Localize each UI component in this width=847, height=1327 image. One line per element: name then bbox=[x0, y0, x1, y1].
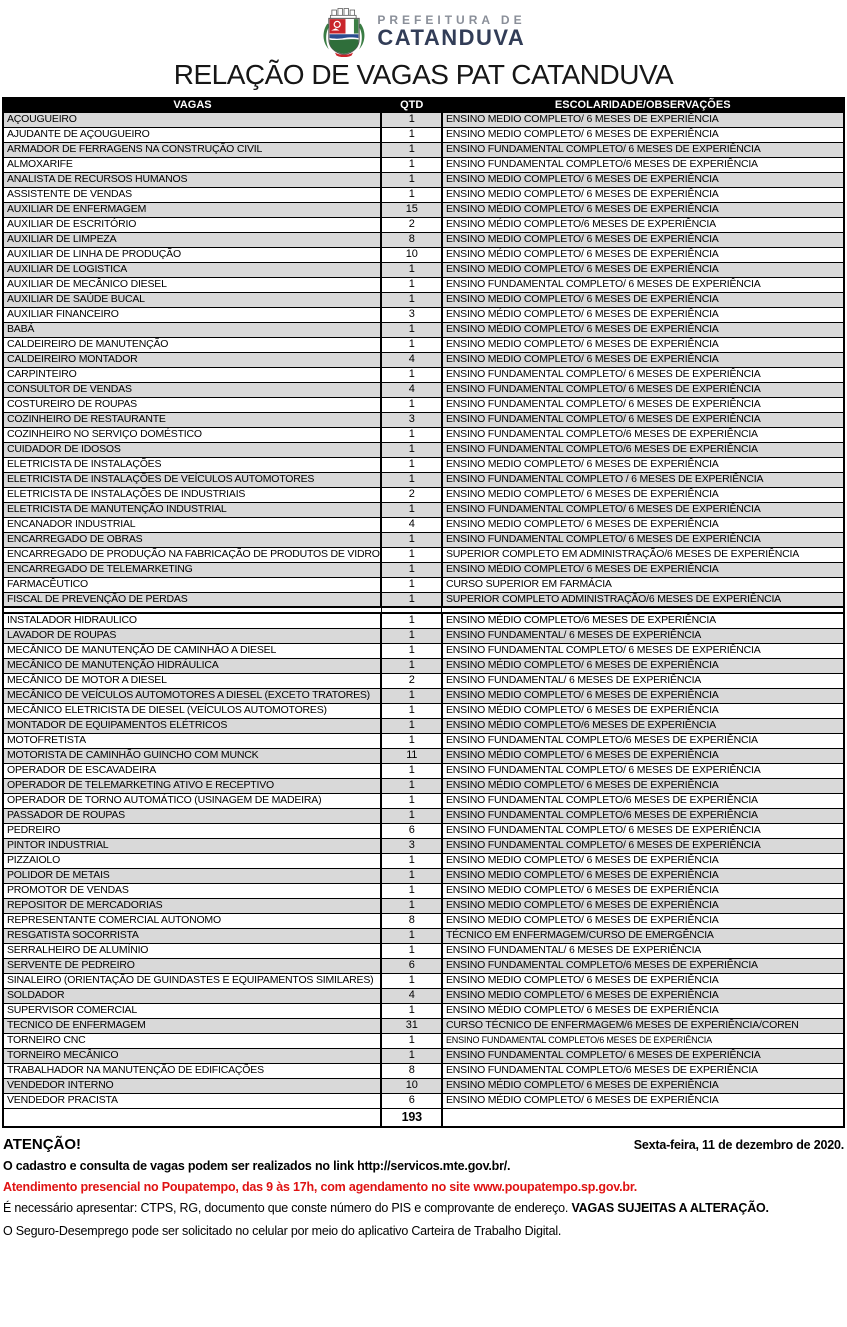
vacancy-qty-cell: 1 bbox=[381, 592, 442, 607]
vacancy-name-cell: CUIDADOR DE IDOSOS bbox=[3, 442, 381, 457]
vacancy-name-cell: CALDEIREIRO MONTADOR bbox=[3, 352, 381, 367]
vacancy-qty-cell: 1 bbox=[381, 718, 442, 733]
table-row bbox=[3, 547, 844, 562]
table-row bbox=[3, 688, 844, 703]
vacancy-requirements-cell: ENSINO FUNDAMENTAL COMPLETO/ 6 MESES DE EXPERIÊNCIA bbox=[442, 643, 844, 658]
vacancy-name-cell: INSTALADOR HIDRAULICO bbox=[3, 613, 381, 628]
vacancy-name-cell: AUXILIAR DE LOGISTICA bbox=[3, 262, 381, 277]
vacancy-qty-cell: 1 bbox=[381, 472, 442, 487]
vacancy-requirements-cell: CURSO TÉCNICO DE ENFERMAGEM/6 MESES DE EXPERIÊNCIA/COREN bbox=[442, 1018, 844, 1033]
vacancy-qty-cell: 10 bbox=[381, 1078, 442, 1093]
table-row bbox=[3, 472, 844, 487]
vacancy-qty-cell: 1 bbox=[381, 547, 442, 562]
table-row bbox=[3, 913, 844, 928]
vacancy-name-cell: FARMACÊUTICO bbox=[3, 577, 381, 592]
table-row bbox=[3, 337, 844, 352]
vacancy-name-cell: REPOSITOR DE MERCADORIAS bbox=[3, 898, 381, 913]
vacancy-name-cell: BABÁ bbox=[3, 322, 381, 337]
vacancy-requirements-cell: ENSINO MEDIO COMPLETO/ 6 MESES DE EXPERIÊNCIA bbox=[442, 688, 844, 703]
vacancy-requirements-cell: ENSINO MÉDIO COMPLETO/ 6 MESES DE EXPERIÊNCIA bbox=[442, 247, 844, 262]
table-row bbox=[3, 382, 844, 397]
vacancy-requirements-cell: ENSINO MEDIO COMPLETO/ 6 MESES DE EXPERIÊNCIA bbox=[442, 187, 844, 202]
vacancy-requirements-cell: ENSINO FUNDAMENTAL COMPLETO/ 6 MESES DE EXPERIÊNCIA bbox=[442, 277, 844, 292]
table-row bbox=[3, 658, 844, 673]
footer-notes bbox=[0, 1128, 847, 1240]
table-row bbox=[3, 292, 844, 307]
vacancy-requirements-cell: ENSINO FUNDAMENTAL COMPLETO/ 6 MESES DE EXPERIÊNCIA bbox=[442, 763, 844, 778]
vacancy-name-cell: TORNEIRO CNC bbox=[3, 1033, 381, 1048]
total-empty-cell bbox=[442, 1108, 844, 1127]
table-row bbox=[3, 262, 844, 277]
table-row bbox=[3, 778, 844, 793]
vacancy-requirements-cell: ENSINO MÉDIO COMPLETO/6 MESES DE EXPERIÊNCIA bbox=[442, 613, 844, 628]
logo-prefeitura-label: PREFEITURA DE bbox=[377, 12, 526, 27]
vacancy-qty-cell: 31 bbox=[381, 1018, 442, 1033]
table-row bbox=[3, 592, 844, 607]
vacancy-qty-cell: 1 bbox=[381, 853, 442, 868]
table-row bbox=[3, 868, 844, 883]
vacancy-qty-cell: 1 bbox=[381, 127, 442, 142]
vacancy-requirements-cell: ENSINO FUNDAMENTAL COMPLETO / 6 MESES DE EXPERIÊNCIA bbox=[442, 472, 844, 487]
vacancy-requirements-cell: ENSINO MÉDIO COMPLETO/ 6 MESES DE EXPERIÊNCIA bbox=[442, 703, 844, 718]
table-row bbox=[3, 838, 844, 853]
vacancy-qty-cell: 1 bbox=[381, 502, 442, 517]
vacancy-qty-cell: 1 bbox=[381, 172, 442, 187]
vacancy-name-cell: POLIDOR DE METAIS bbox=[3, 868, 381, 883]
vacancy-name-cell: AUXILIAR DE ENFERMAGEM bbox=[3, 202, 381, 217]
vacancy-requirements-cell: ENSINO FUNDAMENTAL COMPLETO/6 MESES DE EXPERIÊNCIA bbox=[442, 1033, 844, 1048]
table-row bbox=[3, 973, 844, 988]
vacancy-requirements-cell: ENSINO FUNDAMENTAL COMPLETO/6 MESES DE EXPERIÊNCIA bbox=[442, 1063, 844, 1078]
register-link-text[interactable]: O cadastro e consulta de vagas podem ser realizados no link http://servicos.mte.gov.br/. bbox=[3, 1158, 511, 1173]
vacancy-requirements-cell: ENSINO FUNDAMENTAL COMPLETO/ 6 MESES DE EXPERIÊNCIA bbox=[442, 397, 844, 412]
vacancy-requirements-cell: ENSINO MEDIO COMPLETO/ 6 MESES DE EXPERIÊNCIA bbox=[442, 868, 844, 883]
table-row bbox=[3, 703, 844, 718]
vacancy-requirements-cell: ENSINO FUNDAMENTAL/ 6 MESES DE EXPERIÊNCIA bbox=[442, 943, 844, 958]
vacancy-name-cell: ELETRICISTA DE INSTALAÇÕES DE VEÍCULOS AUTOMOTORES bbox=[3, 472, 381, 487]
table-row bbox=[3, 793, 844, 808]
table-row bbox=[3, 808, 844, 823]
vacancy-qty-cell: 2 bbox=[381, 217, 442, 232]
vacancy-requirements-cell: ENSINO MEDIO COMPLETO/ 6 MESES DE EXPERIÊNCIA bbox=[442, 988, 844, 1003]
vacancy-qty-cell: 1 bbox=[381, 337, 442, 352]
documents-required-text: É necessário apresentar: CTPS, RG, documento que conste número do PIS e comprovante de endereço. bbox=[3, 1200, 572, 1215]
vacancy-name-cell: MECÂNICO DE MANUTENÇÃO HIDRÁULICA bbox=[3, 658, 381, 673]
table-row bbox=[3, 898, 844, 913]
vacancy-requirements-cell: ENSINO MEDIO COMPLETO/ 6 MESES DE EXPERIÊNCIA bbox=[442, 898, 844, 913]
vacancy-requirements-cell: ENSINO MEDIO COMPLETO/ 6 MESES DE EXPERIÊNCIA bbox=[442, 973, 844, 988]
poupatempo-info-line bbox=[3, 1179, 844, 1196]
table-row bbox=[3, 823, 844, 838]
vacancy-requirements-cell: ENSINO MEDIO COMPLETO/ 6 MESES DE EXPERIÊNCIA bbox=[442, 517, 844, 532]
vacancy-qty-cell: 1 bbox=[381, 277, 442, 292]
vacancy-requirements-cell: ENSINO FUNDAMENTAL COMPLETO/6 MESES DE EXPERIÊNCIA bbox=[442, 958, 844, 973]
vacancy-requirements-cell: SUPERIOR COMPLETO ADMINISTRAÇÃO/6 MESES DE EXPERIÊNCIA bbox=[442, 592, 844, 607]
vacancy-qty-cell: 8 bbox=[381, 913, 442, 928]
vacancy-name-cell: ENCARREGADO DE TELEMARKETING bbox=[3, 562, 381, 577]
vacancy-qty-cell: 1 bbox=[381, 628, 442, 643]
vacancy-qty-cell: 1 bbox=[381, 658, 442, 673]
vacancy-name-cell: SERRALHEIRO DE ALUMÍNIO bbox=[3, 943, 381, 958]
vacancy-name-cell: AUXILIAR DE LINHA DE PRODUÇÃO bbox=[3, 247, 381, 262]
vacancy-name-cell: ELETRICISTA DE INSTALAÇÕES DE INDUSTRIAIS bbox=[3, 487, 381, 502]
table-row bbox=[3, 427, 844, 442]
table-row bbox=[3, 958, 844, 973]
page-title: RELAÇÃO DE VAGAS PAT CATANDUVA bbox=[173, 59, 674, 90]
vacancy-name-cell: COZINHEIRO DE RESTAURANTE bbox=[3, 412, 381, 427]
vacancy-qty-cell: 1 bbox=[381, 292, 442, 307]
vagas-sujeitas-text: VAGAS SUJEITAS A ALTERAÇÃO. bbox=[571, 1200, 769, 1215]
table-row bbox=[3, 367, 844, 382]
vacancy-qty-cell: 1 bbox=[381, 973, 442, 988]
vacancy-name-cell: MOTORISTA DE CAMINHÃO GUINCHO COM MUNCK bbox=[3, 748, 381, 763]
table-row bbox=[3, 562, 844, 577]
vacancy-qty-cell: 1 bbox=[381, 157, 442, 172]
report-date: Sexta-feira, 11 de dezembro de 2020. bbox=[633, 1138, 844, 1152]
table-row bbox=[3, 457, 844, 472]
vacancy-requirements-cell: ENSINO MEDIO COMPLETO/ 6 MESES DE EXPERIÊNCIA bbox=[442, 292, 844, 307]
table-row bbox=[3, 172, 844, 187]
vacancy-name-cell: CALDEIREIRO DE MANUTENÇÃO bbox=[3, 337, 381, 352]
table-row bbox=[3, 247, 844, 262]
vacancy-name-cell: LAVADOR DE ROUPAS bbox=[3, 628, 381, 643]
vacancy-name-cell: MECÂNICO DE MOTOR A DIESEL bbox=[3, 673, 381, 688]
vacancy-qty-cell: 1 bbox=[381, 928, 442, 943]
vacancy-name-cell: ARMADOR DE FERRAGENS NA CONSTRUÇÃO CIVIL bbox=[3, 142, 381, 157]
table-row bbox=[3, 1048, 844, 1063]
vacancy-qty-cell: 10 bbox=[381, 247, 442, 262]
vacancy-requirements-cell: ENSINO MEDIO COMPLETO/ 6 MESES DE EXPERIÊNCIA bbox=[442, 337, 844, 352]
vacancy-requirements-cell: ENSINO MÉDIO COMPLETO/ 6 MESES DE EXPERIÊNCIA bbox=[442, 658, 844, 673]
vacancy-name-cell: MOTOFRETISTA bbox=[3, 733, 381, 748]
vacancy-name-cell: REPRESENTANTE COMERCIAL AUTONOMO bbox=[3, 913, 381, 928]
vacancy-qty-cell: 1 bbox=[381, 868, 442, 883]
table-row bbox=[3, 307, 844, 322]
vacancy-qty-cell: 4 bbox=[381, 517, 442, 532]
vacancy-name-cell: COZINHEIRO NO SERVIÇO DOMÉSTICO bbox=[3, 427, 381, 442]
vacancy-qty-cell: 1 bbox=[381, 427, 442, 442]
vacancy-requirements-cell: TÉCNICO EM ENFERMAGEM/CURSO DE EMERGÊNCIA bbox=[442, 928, 844, 943]
vacancy-requirements-cell: ENSINO MÉDIO COMPLETO/ 6 MESES DE EXPERIÊNCIA bbox=[442, 307, 844, 322]
vacancy-name-cell: AUXILIAR DE MECÂNICO DIESEL bbox=[3, 277, 381, 292]
vacancy-name-cell: RESGATISTA SOCORRISTA bbox=[3, 928, 381, 943]
vacancy-name-cell: AUXILIAR FINANCEIRO bbox=[3, 307, 381, 322]
poupatempo-link-text[interactable]: Atendimento presencial no Poupatempo, das 9 às 17h, com agendamento no site www.poupatempo.sp.gov.br. bbox=[3, 1179, 638, 1194]
vacancy-name-cell: AJUDANTE DE AÇOUGUEIRO bbox=[3, 127, 381, 142]
table-row bbox=[3, 853, 844, 868]
vacancy-name-cell: FISCAL DE PREVENÇÃO DE PERDAS bbox=[3, 592, 381, 607]
vacancy-name-cell: SERVENTE DE PEDREIRO bbox=[3, 958, 381, 973]
vacancy-qty-cell: 1 bbox=[381, 142, 442, 157]
vacancy-name-cell: AUXILIAR DE ESCRITÓRIO bbox=[3, 217, 381, 232]
vacancy-requirements-cell: SUPERIOR COMPLETO EM ADMINISTRAÇÃO/6 MESES DE EXPERIÊNCIA bbox=[442, 547, 844, 562]
vacancy-requirements-cell: ENSINO MEDIO COMPLETO/ 6 MESES DE EXPERIÊNCIA bbox=[442, 127, 844, 142]
vacancy-requirements-cell: ENSINO FUNDAMENTAL COMPLETO/6 MESES DE EXPERIÊNCIA bbox=[442, 157, 844, 172]
table-row bbox=[3, 643, 844, 658]
vacancy-qty-cell: 1 bbox=[381, 943, 442, 958]
vacancy-qty-cell: 1 bbox=[381, 367, 442, 382]
vacancy-qty-cell: 8 bbox=[381, 232, 442, 247]
vacancy-qty-cell: 1 bbox=[381, 397, 442, 412]
vacancy-name-cell: ENCANADOR INDUSTRIAL bbox=[3, 517, 381, 532]
vacancy-qty-cell: 4 bbox=[381, 988, 442, 1003]
table-row bbox=[3, 397, 844, 412]
vacancy-qty-cell: 1 bbox=[381, 898, 442, 913]
vacancy-name-cell: ENCARREGADO DE OBRAS bbox=[3, 532, 381, 547]
vacancy-requirements-cell: ENSINO MÉDIO COMPLETO/ 6 MESES DE EXPERIÊNCIA bbox=[442, 322, 844, 337]
vacancy-requirements-cell: ENSINO MEDIO COMPLETO/ 6 MESES DE EXPERIÊNCIA bbox=[442, 913, 844, 928]
register-info-line bbox=[3, 1158, 844, 1175]
vacancy-requirements-cell: ENSINO FUNDAMENTAL/ 6 MESES DE EXPERIÊNCIA bbox=[442, 673, 844, 688]
vacancy-requirements-cell: ENSINO FUNDAMENTAL COMPLETO/ 6 MESES DE EXPERIÊNCIA bbox=[442, 367, 844, 382]
vacancy-requirements-cell: ENSINO MÉDIO COMPLETO/ 6 MESES DE EXPERIÊNCIA bbox=[442, 562, 844, 577]
vacancy-requirements-cell: ENSINO MEDIO COMPLETO/ 6 MESES DE EXPERIÊNCIA bbox=[442, 457, 844, 472]
vacancy-name-cell: AÇOUGUEIRO bbox=[3, 112, 381, 127]
vacancy-requirements-cell: ENSINO FUNDAMENTAL COMPLETO/6 MESES DE EXPERIÊNCIA bbox=[442, 808, 844, 823]
table-row bbox=[3, 532, 844, 547]
vacancy-qty-cell: 4 bbox=[381, 352, 442, 367]
table-row bbox=[3, 502, 844, 517]
vacancy-requirements-cell: ENSINO MÉDIO COMPLETO/ 6 MESES DE EXPERIÊNCIA bbox=[442, 1003, 844, 1018]
seguro-desemprego-line bbox=[3, 1223, 844, 1240]
vacancy-qty-cell: 8 bbox=[381, 1063, 442, 1078]
coat-of-arms-icon bbox=[321, 7, 367, 57]
vacancy-qty-cell: 2 bbox=[381, 487, 442, 502]
vacancy-requirements-cell: ENSINO FUNDAMENTAL COMPLETO/6 MESES DE EXPERIÊNCIA bbox=[442, 442, 844, 457]
vacancy-name-cell: TRABALHADOR NA MANUTENÇÃO DE EDIFICAÇÕES bbox=[3, 1063, 381, 1078]
table-row bbox=[3, 1078, 844, 1093]
column-header-escolaridade: ESCOLARIDADE/OBSERVAÇÕES bbox=[442, 98, 844, 112]
table-row bbox=[3, 487, 844, 502]
vacancy-requirements-cell: ENSINO MEDIO COMPLETO/ 6 MESES DE EXPERIÊNCIA bbox=[442, 883, 844, 898]
vacancy-name-cell: COSTUREIRO DE ROUPAS bbox=[3, 397, 381, 412]
table-row bbox=[3, 1063, 844, 1078]
vacancy-qty-cell: 1 bbox=[381, 643, 442, 658]
documents-info-line bbox=[3, 1200, 844, 1217]
table-row bbox=[3, 613, 844, 628]
vacancy-requirements-cell: ENSINO FUNDAMENTAL COMPLETO/ 6 MESES DE EXPERIÊNCIA bbox=[442, 382, 844, 397]
vacancy-name-cell: SUPERVISOR COMERCIAL bbox=[3, 1003, 381, 1018]
table-row bbox=[3, 943, 844, 958]
vacancy-requirements-cell: ENSINO MEDIO COMPLETO/ 6 MESES DE EXPERIÊNCIA bbox=[442, 112, 844, 127]
column-header-qtd: QTD bbox=[381, 98, 442, 112]
table-row bbox=[3, 988, 844, 1003]
vacancy-name-cell: MONTADOR DE EQUIPAMENTOS ELÉTRICOS bbox=[3, 718, 381, 733]
table-header-row bbox=[3, 98, 844, 112]
city-hall-logo bbox=[0, 0, 847, 56]
table-row bbox=[3, 442, 844, 457]
seguro-desemprego-text: O Seguro-Desemprego pode ser solicitado no celular por meio do aplicativo Carteira de Trabalho Digital. bbox=[3, 1224, 562, 1238]
vacancy-qty-cell: 1 bbox=[381, 577, 442, 592]
vacancy-qty-cell: 11 bbox=[381, 748, 442, 763]
vacancy-qty-cell: 3 bbox=[381, 412, 442, 427]
vacancy-qty-cell: 1 bbox=[381, 883, 442, 898]
vacancy-requirements-cell: ENSINO MÉDIO COMPLETO/ 6 MESES DE EXPERIÊNCIA bbox=[442, 748, 844, 763]
table-row bbox=[3, 352, 844, 367]
vacancy-requirements-cell: CURSO SUPERIOR EM FARMÁCIA bbox=[442, 577, 844, 592]
vacancy-name-cell: VENDEDOR PRACISTA bbox=[3, 1093, 381, 1108]
vacancy-qty-cell: 1 bbox=[381, 187, 442, 202]
vacancy-qty-cell: 1 bbox=[381, 1048, 442, 1063]
vacancy-qty-cell: 1 bbox=[381, 1003, 442, 1018]
vacancy-name-cell: PIZZAIOLO bbox=[3, 853, 381, 868]
vacancy-name-cell: SOLDADOR bbox=[3, 988, 381, 1003]
vacancy-name-cell: ENCARREGADO DE PRODUÇÃO NA FABRICAÇÃO DE PRODUTOS DE VIDRO bbox=[3, 547, 381, 562]
vacancy-name-cell: PEDREIRO bbox=[3, 823, 381, 838]
vacancy-qty-cell: 1 bbox=[381, 322, 442, 337]
vacancy-qty-cell: 1 bbox=[381, 778, 442, 793]
vacancy-qty-cell: 1 bbox=[381, 1033, 442, 1048]
vacancy-qty-cell: 3 bbox=[381, 307, 442, 322]
vacancy-requirements-cell: ENSINO FUNDAMENTAL COMPLETO/ 6 MESES DE EXPERIÊNCIA bbox=[442, 412, 844, 427]
table-row bbox=[3, 577, 844, 592]
vacancy-requirements-cell: ENSINO MEDIO COMPLETO/ 6 MESES DE EXPERIÊNCIA bbox=[442, 262, 844, 277]
table-row bbox=[3, 517, 844, 532]
vacancy-qty-cell: 1 bbox=[381, 733, 442, 748]
vacancy-requirements-cell: ENSINO MEDIO COMPLETO/ 6 MESES DE EXPERIÊNCIA bbox=[442, 352, 844, 367]
table-total-row bbox=[3, 1108, 844, 1127]
vacancy-qty-cell: 1 bbox=[381, 442, 442, 457]
table-row bbox=[3, 142, 844, 157]
table-row bbox=[3, 928, 844, 943]
total-qty-cell: 193 bbox=[381, 1108, 442, 1127]
vacancy-qty-cell: 1 bbox=[381, 532, 442, 547]
table-row bbox=[3, 883, 844, 898]
table-row bbox=[3, 112, 844, 127]
vacancy-qty-cell: 6 bbox=[381, 823, 442, 838]
table-row bbox=[3, 718, 844, 733]
vacancy-name-cell: ELETRICISTA DE INSTALAÇÕES bbox=[3, 457, 381, 472]
vacancies-table bbox=[2, 97, 845, 1128]
vacancy-name-cell: VENDEDOR INTERNO bbox=[3, 1078, 381, 1093]
vacancy-qty-cell: 1 bbox=[381, 763, 442, 778]
vacancy-requirements-cell: ENSINO MÉDIO COMPLETO/ 6 MESES DE EXPERIÊNCIA bbox=[442, 202, 844, 217]
vacancy-name-cell: TORNEIRO MECÂNICO bbox=[3, 1048, 381, 1063]
table-row bbox=[3, 187, 844, 202]
vacancy-qty-cell: 1 bbox=[381, 793, 442, 808]
vacancy-requirements-cell: ENSINO MÉDIO COMPLETO/6 MESES DE EXPERIÊNCIA bbox=[442, 217, 844, 232]
table-row bbox=[3, 217, 844, 232]
table-row bbox=[3, 748, 844, 763]
vacancy-name-cell: SINALEIRO (ORIENTAÇÃO DE GUINDASTES E EQUIPAMENTOS SIMILARES) bbox=[3, 973, 381, 988]
vacancy-qty-cell: 2 bbox=[381, 673, 442, 688]
table-row bbox=[3, 1033, 844, 1048]
vacancy-requirements-cell: ENSINO MÉDIO COMPLETO/ 6 MESES DE EXPERIÊNCIA bbox=[442, 778, 844, 793]
vacancy-name-cell: AUXILIAR DE LIMPEZA bbox=[3, 232, 381, 247]
vacancy-qty-cell: 1 bbox=[381, 457, 442, 472]
vacancy-name-cell: AUXILIAR DE SAÚDE BUCAL bbox=[3, 292, 381, 307]
column-header-vagas: VAGAS bbox=[3, 98, 381, 112]
vacancy-qty-cell: 1 bbox=[381, 562, 442, 577]
vacancy-qty-cell: 6 bbox=[381, 958, 442, 973]
table-row bbox=[3, 628, 844, 643]
vacancy-requirements-cell: ENSINO MÉDIO COMPLETO/6 MESES DE EXPERIÊNCIA bbox=[442, 718, 844, 733]
table-row bbox=[3, 1018, 844, 1033]
table-row bbox=[3, 127, 844, 142]
vacancy-requirements-cell: ENSINO MÉDIO COMPLETO/ 6 MESES DE EXPERIÊNCIA bbox=[442, 1093, 844, 1108]
vacancy-name-cell: TECNICO DE ENFERMAGEM bbox=[3, 1018, 381, 1033]
table-row bbox=[3, 157, 844, 172]
logo-city-label: CATANDUVA bbox=[377, 25, 526, 51]
vacancy-name-cell: ANALISTA DE RECURSOS HUMANOS bbox=[3, 172, 381, 187]
vacancy-name-cell: MECÂNICO ELETRICISTA DE DIESEL (VEÍCULOS AUTOMOTORES) bbox=[3, 703, 381, 718]
vacancy-name-cell: CONSULTOR DE VENDAS bbox=[3, 382, 381, 397]
total-empty-cell bbox=[3, 1108, 381, 1127]
table-row bbox=[3, 1003, 844, 1018]
vacancy-name-cell: OPERADOR DE TORNO AUTOMÁTICO (USINAGEM DE MADEIRA) bbox=[3, 793, 381, 808]
vacancy-requirements-cell: ENSINO MEDIO COMPLETO/ 6 MESES DE EXPERIÊNCIA bbox=[442, 172, 844, 187]
vacancy-qty-cell: 4 bbox=[381, 382, 442, 397]
table-row bbox=[3, 277, 844, 292]
vacancy-qty-cell: 1 bbox=[381, 112, 442, 127]
vacancy-requirements-cell: ENSINO MEDIO COMPLETO/ 6 MESES DE EXPERIÊNCIA bbox=[442, 232, 844, 247]
table-row bbox=[3, 412, 844, 427]
vacancy-qty-cell: 1 bbox=[381, 262, 442, 277]
vacancy-name-cell: MECÂNICO DE MANUTENÇÃO DE CAMINHÃO A DIESEL bbox=[3, 643, 381, 658]
vacancy-name-cell: PINTOR INDUSTRIAL bbox=[3, 838, 381, 853]
vacancy-name-cell: PASSADOR DE ROUPAS bbox=[3, 808, 381, 823]
vacancy-requirements-cell: ENSINO MEDIO COMPLETO/ 6 MESES DE EXPERIÊNCIA bbox=[442, 853, 844, 868]
vacancy-qty-cell: 3 bbox=[381, 838, 442, 853]
vacancy-name-cell: CARPINTEIRO bbox=[3, 367, 381, 382]
vacancy-requirements-cell: ENSINO FUNDAMENTAL COMPLETO/6 MESES DE EXPERIÊNCIA bbox=[442, 733, 844, 748]
vacancy-qty-cell: 1 bbox=[381, 613, 442, 628]
table-row bbox=[3, 1093, 844, 1108]
vacancy-requirements-cell: ENSINO FUNDAMENTAL COMPLETO/6 MESES DE EXPERIÊNCIA bbox=[442, 793, 844, 808]
vacancy-name-cell: ELETRICISTA DE MANUTENÇÃO INDUSTRIAL bbox=[3, 502, 381, 517]
vacancy-requirements-cell: ENSINO FUNDAMENTAL COMPLETO/ 6 MESES DE EXPERIÊNCIA bbox=[442, 142, 844, 157]
vacancy-requirements-cell: ENSINO FUNDAMENTAL COMPLETO/ 6 MESES DE EXPERIÊNCIA bbox=[442, 1048, 844, 1063]
table-row bbox=[3, 322, 844, 337]
table-row bbox=[3, 673, 844, 688]
vacancy-name-cell: ALMOXARIFE bbox=[3, 157, 381, 172]
vacancy-name-cell: OPERADOR DE ESCAVADEIRA bbox=[3, 763, 381, 778]
vacancy-name-cell: ASSISTENTE DE VENDAS bbox=[3, 187, 381, 202]
vacancy-requirements-cell: ENSINO FUNDAMENTAL/ 6 MESES DE EXPERIÊNCIA bbox=[442, 628, 844, 643]
table-row bbox=[3, 232, 844, 247]
vacancy-requirements-cell: ENSINO MEDIO COMPLETO/ 6 MESES DE EXPERIÊNCIA bbox=[442, 487, 844, 502]
vacancy-name-cell: MECÂNICO DE VEÍCULOS AUTOMOTORES A DIESEL (EXCETO TRATORES) bbox=[3, 688, 381, 703]
vacancy-requirements-cell: ENSINO FUNDAMENTAL COMPLETO/ 6 MESES DE EXPERIÊNCIA bbox=[442, 838, 844, 853]
attention-label: ATENÇÃO! bbox=[3, 1136, 82, 1153]
vacancy-requirements-cell: ENSINO FUNDAMENTAL COMPLETO/ 6 MESES DE EXPERIÊNCIA bbox=[442, 532, 844, 547]
table-row bbox=[3, 733, 844, 748]
vacancy-requirements-cell: ENSINO MÉDIO COMPLETO/ 6 MESES DE EXPERIÊNCIA bbox=[442, 1078, 844, 1093]
vacancy-qty-cell: 1 bbox=[381, 688, 442, 703]
vacancy-qty-cell: 1 bbox=[381, 703, 442, 718]
vacancy-requirements-cell: ENSINO FUNDAMENTAL COMPLETO/ 6 MESES DE EXPERIÊNCIA bbox=[442, 502, 844, 517]
vacancy-qty-cell: 6 bbox=[381, 1093, 442, 1108]
table-row bbox=[3, 202, 844, 217]
vacancy-name-cell: PROMOTOR DE VENDAS bbox=[3, 883, 381, 898]
vacancy-requirements-cell: ENSINO FUNDAMENTAL COMPLETO/6 MESES DE EXPERIÊNCIA bbox=[442, 427, 844, 442]
vacancy-qty-cell: 1 bbox=[381, 808, 442, 823]
vacancy-requirements-cell: ENSINO FUNDAMENTAL COMPLETO/ 6 MESES DE EXPERIÊNCIA bbox=[442, 823, 844, 838]
table-row bbox=[3, 763, 844, 778]
vacancy-name-cell: OPERADOR DE TELEMARKETING ATIVO E RECEPTIVO bbox=[3, 778, 381, 793]
vacancy-qty-cell: 15 bbox=[381, 202, 442, 217]
